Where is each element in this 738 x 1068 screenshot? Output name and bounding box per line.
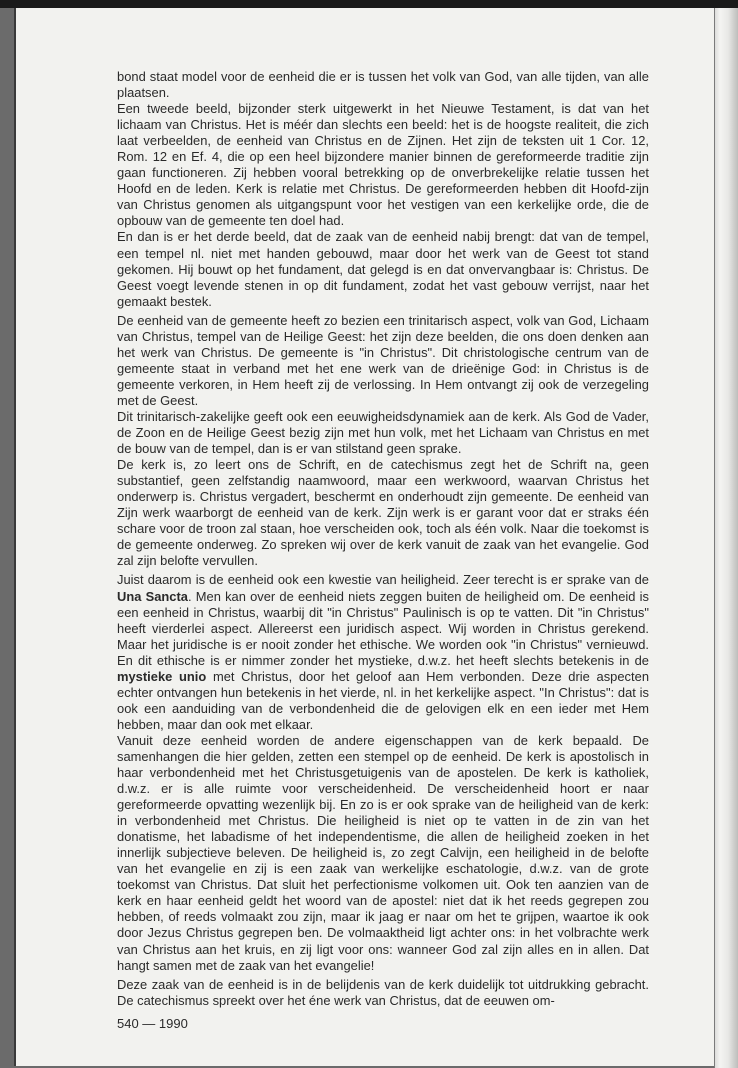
scan-top-border [0, 0, 738, 8]
text-run: . Men kan over de eenheid niets zeggen buiten de heiligheid om. De eenheid is een eenheid in Christus, waarbij dit "in Christus" Paulinisch is op te vatten. Dit "in Christus" heeft vierderlei aspect. Allereerst een juridisch aspect. Wij worden in Christus gerekend. Maar het juridische is er nooit zonder het ethische. We worden ook "in Christus" vernieuwd. En dit ethische is er nimmer zonder het mystieke, d.w.z. het heeft slechts betekenis in de [117, 588, 649, 668]
paragraph: De eenheid van de gemeente heeft zo bezien een trinitarisch aspect, volk van God, Lichaam van Christus, tempel van de Heilige Geest: het zijn deze beelden, die ons doen denken aan het werk van Christus. De gemeente is "in Christus". Dit christologische centrum van de gemeente staat in verband met het ene werk van de drieënige God: in Christus is de gemeente verkoren, in Hem heeft zij de verlossing. In Hem ontvangt zij ook de verzegeling met de Geest. [117, 312, 649, 408]
paragraph: bond staat model voor de eenheid die er is tussen het volk van God, van alle tijden, van alle plaatsen. [117, 69, 649, 101]
paragraph: En dan is er het derde beeld, dat de zaak van de eenheid nabij brengt: dat van de tempel, een tempel nl. niet met handen gebouwd, maar door het werk van de Geest tot stand gekomen. Hij bouwt op het fundament, dat gelegd is en dat onvervangbaar is: Christus. De Geest voegt levende stenen in op dit fundament, zodat het vast gebouw verrijst, naar het gemaakt bestek. [117, 229, 649, 309]
paragraph: Deze zaak van de eenheid is in de belijdenis van de kerk duidelijk tot uitdrukking gebracht. De catechismus spreekt over het éne werk van Christus, dat de eeuwen om- [117, 976, 649, 1008]
paragraph: Een tweede beeld, bijzonder sterk uitgewerkt in het Nieuwe Testament, is dat van het lichaam van Christus. Het is méér dan slechts een beeld: het is de hoogste realiteit, die zich laat verbeelden, de eenheid van Christus en de Zijnen. Het zijn de teksten uit 1 Cor. 12, Rom. 12 en Ef. 4, die op een heel bijzondere manier binnen de gereformeerde traditie zijn gaan functioneren. Zij hebben vooral betrekking op de onverbrekelijke relatie tussen het Hoofd en de leden. Kerk is relatie met Christus. De gereformeerden hebben dit Hoofd-zijn van Christus genomen als uitgangspunt voor het vestigen van een kerkelijke orde, die de opbouw van de gemeente ten doel had. [117, 101, 649, 229]
page-number: 540 — 1990 [117, 1016, 188, 1031]
text-run: Juist daarom is de eenheid ook een kwestie van heiligheid. Zeer terecht is er sprake van de [117, 572, 649, 588]
bold-term-una-sancta: Una Sancta [117, 588, 188, 604]
bold-term-mystieke-unio: mystieke unio [117, 668, 207, 684]
page-edge-shadow [714, 8, 738, 1068]
paragraph-una-sancta [117, 572, 649, 732]
body-text [117, 69, 649, 1009]
paragraph: De kerk is, zo leert ons de Schrift, en de catechismus zegt het de Schrift na, geen substantief, geen zelfstandig naamwoord, maar een werkwoord, waarvan Christus het onderwerp is. Christus vergadert, beschermt en onderhoudt zijn gemeente. De eenheid van Zijn werk waarborgt de eenheid van de kerk. Zijn werk is er garant voor dat er straks één schare voor de troon zal staan, hoe verscheiden ook, toch als één volk. Naar die toekomst is de gemeente onderweg. Zo spreken wij over de kerk vanuit de zaak van het evangelie. God zal zijn belofte vervullen. [117, 457, 649, 569]
text-run: met Christus, door het geloof aan Hem verbonden. Deze drie aspecten echter ontvangen hun betekenis in het vierde, nl. in het kerkelijke aspect. "In Christus": dat is ook een aanduiding van de verbondenheid die de gelovigen elk en een ieder met Hem hebben, maar dan ook met elkaar. [117, 668, 650, 732]
paragraph: Dit trinitarisch-zakelijke geeft ook een eeuwigheidsdynamiek aan de kerk. Als God de Vader, de Zoon en de Heilige Geest bezig zijn met hun volk, met het Lichaam van Christus en met de bouw van de tempel, dan is er van stilstand geen sprake. [117, 408, 649, 457]
paragraph: Vanuit deze eenheid worden de andere eigenschappen van de kerk bepaald. De samenhangen die hier gelden, zetten een stempel op de eenheid. De kerk is apostolisch in haar verbondenheid met het Christusgetuigenis van de apostelen. De kerk is katholiek, d.w.z. er is alle ruimte voor verscheidenheid. De verscheidenheid hoort er naar gereformeerde opvatting wezenlijk bij. En zo is er ook sprake van de heiligheid van de kerk: in verbondenheid met Christus. Die heiligheid is niet op te vatten in de zin van het donatisme, het labadisme of het independentisme, die allen de heiligheid zoeken in het innerlijk subjectieve beleven. De heiligheid is, zo zegt Calvijn, een heiligheid in de belofte van het evangelie en zij is een zaak van werkelijke eschatologie, d.w.z. van de grote toekomst van Christus. Dat sluit het perfectionisme volkomen uit. Ook ten aanzien van de kerk en haar eenheid geldt het woord van de apostel: niet dat ik het reeds gegrepen zou hebben, of reeds volmaakt zou zijn, maar ik jaag er naar om het te grijpen, waartoe ik ook door Jezus Christus gegrepen ben. De volmaaktheid ligt achter ons: in het volbrachte werk van Christus aan het kruis, en zij ligt voor ons: wanneer God zal zijn alles en in allen. Dat hangt samen met de zaak van het evangelie! [117, 732, 649, 973]
